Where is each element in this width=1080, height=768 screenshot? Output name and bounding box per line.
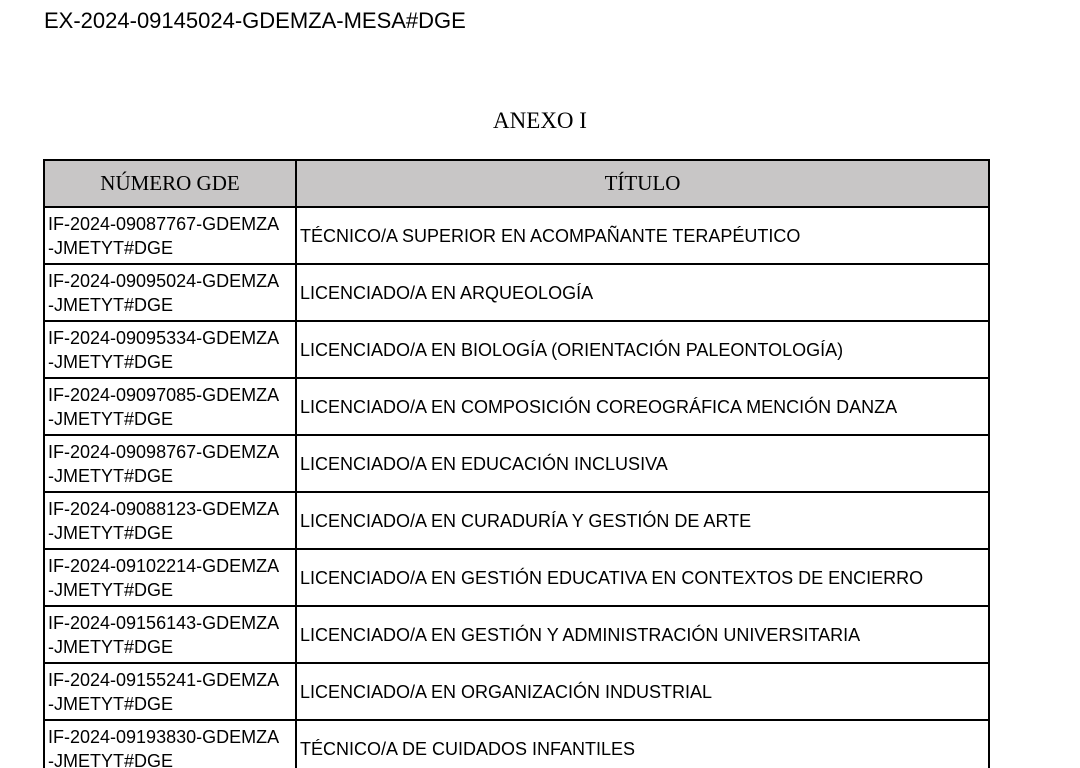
numero-gde-line2: -JMETYT#DGE — [48, 579, 174, 600]
numero-gde-line1: IF-2024-09098767-GDEMZA — [48, 441, 280, 462]
cell-titulo: LICENCIADO/A EN ORGANIZACIÓN INDUSTRIAL — [296, 663, 989, 720]
cell-numero-gde — [44, 321, 296, 378]
numero-gde-line2: -JMETYT#DGE — [48, 465, 174, 486]
table-row — [44, 606, 989, 663]
table-row — [44, 435, 989, 492]
cell-numero-gde — [44, 378, 296, 435]
numero-gde-line1: IF-2024-09155241-GDEMZA — [48, 669, 280, 690]
cell-numero-gde — [44, 264, 296, 321]
numero-gde-line2: -JMETYT#DGE — [48, 750, 174, 768]
header-numero-gde: NÚMERO GDE — [44, 160, 296, 207]
expediente-number: EX-2024-09145024-GDEMZA-MESA#DGE — [44, 8, 466, 33]
cell-titulo: LICENCIADO/A EN ARQUEOLOGÍA — [296, 264, 989, 321]
annex-table — [43, 159, 990, 768]
annex-title: ANEXO I — [493, 108, 587, 133]
numero-gde-line2: -JMETYT#DGE — [48, 237, 174, 258]
table-row — [44, 720, 989, 768]
table-row — [44, 492, 989, 549]
cell-numero-gde — [44, 492, 296, 549]
numero-gde-line1: IF-2024-09087767-GDEMZA — [48, 213, 280, 234]
numero-gde-line1: IF-2024-09156143-GDEMZA — [48, 612, 280, 633]
table-row — [44, 207, 989, 264]
cell-titulo: LICENCIADO/A EN GESTIÓN EDUCATIVA EN CONTEXTOS DE ENCIERRO — [296, 549, 989, 606]
numero-gde-line1: IF-2024-09095024-GDEMZA — [48, 270, 280, 291]
table-row — [44, 321, 989, 378]
cell-numero-gde — [44, 549, 296, 606]
numero-gde-line2: -JMETYT#DGE — [48, 408, 174, 429]
numero-gde-line1: IF-2024-09095334-GDEMZA — [48, 327, 280, 348]
numero-gde-line1: IF-2024-09193830-GDEMZA — [48, 726, 280, 747]
table-body — [44, 207, 989, 768]
cell-numero-gde — [44, 663, 296, 720]
numero-gde-line1: IF-2024-09102214-GDEMZA — [48, 555, 280, 576]
cell-numero-gde — [44, 435, 296, 492]
cell-titulo: TÉCNICO/A SUPERIOR EN ACOMPAÑANTE TERAPÉUTICO — [296, 207, 989, 264]
cell-titulo: LICENCIADO/A EN BIOLOGÍA (ORIENTACIÓN PALEONTOLOGÍA) — [296, 321, 989, 378]
cell-titulo: TÉCNICO/A DE CUIDADOS INFANTILES — [296, 720, 989, 768]
cell-numero-gde — [44, 606, 296, 663]
cell-titulo: LICENCIADO/A EN COMPOSICIÓN COREOGRÁFICA MENCIÓN DANZA — [296, 378, 989, 435]
cell-numero-gde — [44, 207, 296, 264]
table-row — [44, 378, 989, 435]
numero-gde-line1: IF-2024-09088123-GDEMZA — [48, 498, 280, 519]
numero-gde-line2: -JMETYT#DGE — [48, 522, 174, 543]
numero-gde-line2: -JMETYT#DGE — [48, 294, 174, 315]
cell-titulo: LICENCIADO/A EN CURADURÍA Y GESTIÓN DE ARTE — [296, 492, 989, 549]
cell-titulo: LICENCIADO/A EN EDUCACIÓN INCLUSIVA — [296, 435, 989, 492]
numero-gde-line2: -JMETYT#DGE — [48, 693, 174, 714]
cell-titulo: LICENCIADO/A EN GESTIÓN Y ADMINISTRACIÓN UNIVERSITARIA — [296, 606, 989, 663]
numero-gde-line2: -JMETYT#DGE — [48, 636, 174, 657]
header-titulo: TÍTULO — [296, 160, 989, 207]
table-row — [44, 549, 989, 606]
numero-gde-line2: -JMETYT#DGE — [48, 351, 174, 372]
table-header-row — [44, 160, 989, 207]
table-row — [44, 663, 989, 720]
numero-gde-line1: IF-2024-09097085-GDEMZA — [48, 384, 280, 405]
cell-numero-gde — [44, 720, 296, 768]
annex-table-container — [43, 159, 990, 768]
table-row — [44, 264, 989, 321]
